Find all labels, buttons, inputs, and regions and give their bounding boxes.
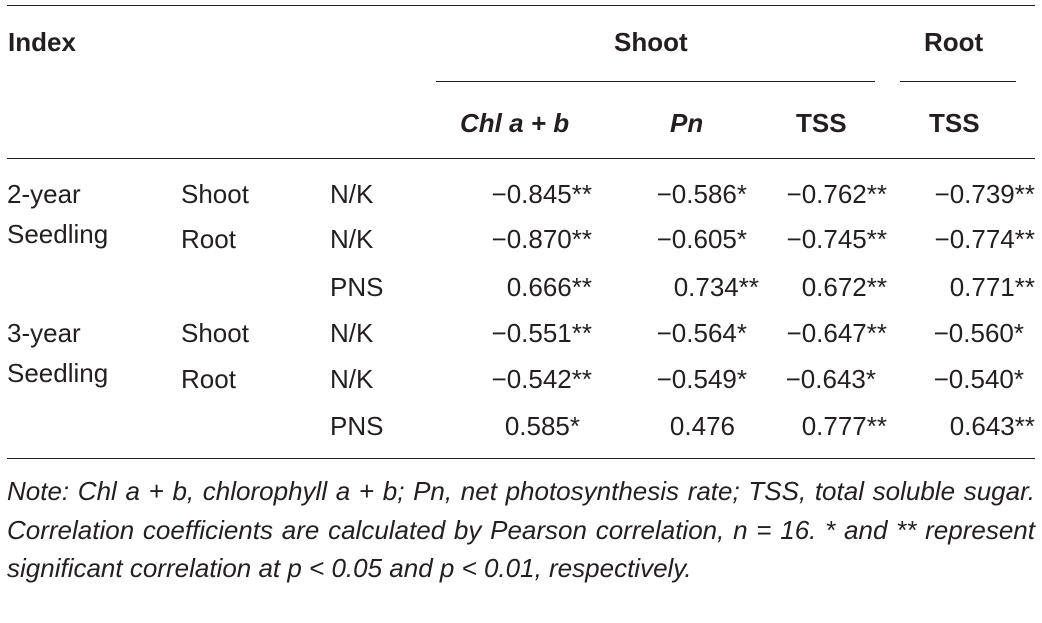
tss-shoot-cell: −0.745**: [786, 224, 887, 254]
param-cell: N/K: [330, 179, 374, 209]
tss-shoot-cell: −0.647**: [786, 318, 887, 348]
root-underline: [900, 81, 1016, 82]
header-chl: Chl a + b: [460, 108, 570, 138]
top-rule: [7, 5, 1035, 6]
group-label: 3-year: [7, 318, 81, 348]
param-cell: PNS: [330, 272, 384, 302]
organ-cell: Shoot: [181, 318, 249, 348]
chl-cell: −0.845**: [491, 179, 592, 209]
organ-cell: Shoot: [181, 179, 249, 209]
table-bottom-rule: [7, 458, 1035, 459]
header-root: Root: [924, 27, 984, 57]
tss-root-cell: −0.540*: [933, 364, 1024, 394]
table-footnote: Note: Chl a + b, chlorophyll a + b; Pn, net photosynthesis rate; TSS, total soluble sugar. Correlation coefficients are calculated by Pearson correlation, n = 16. * and ** represent significant correlation at p < 0.05 and p < 0.01, respectively.: [7, 476, 1035, 583]
tss-root-cell: −0.560*: [933, 318, 1024, 348]
param-cell: PNS: [330, 411, 384, 441]
param-cell: N/K: [330, 318, 374, 348]
group-label: 2-year: [7, 179, 81, 209]
tss-shoot-cell: 0.672**: [801, 272, 887, 302]
pn-cell: −0.564*: [656, 318, 747, 348]
param-cell: N/K: [330, 224, 374, 254]
group-label: Seedling: [7, 358, 109, 388]
param-cell: N/K: [330, 364, 374, 394]
group-label: Seedling: [7, 219, 109, 249]
chl-cell: −0.870**: [491, 224, 592, 254]
tss-root-cell: 0.771**: [949, 272, 1035, 302]
organ-cell: Root: [181, 364, 236, 394]
shoot-underline: [436, 81, 875, 82]
chl-cell: −0.542**: [491, 364, 592, 394]
tss-root-cell: 0.643**: [949, 411, 1035, 441]
header-pn: Pn: [670, 108, 704, 138]
pn-cell: 0.734**: [673, 272, 759, 302]
header-bottom-rule: [7, 158, 1035, 159]
pn-cell: 0.476: [669, 411, 735, 441]
organ-cell: Root: [181, 224, 236, 254]
header-index: Index: [8, 27, 76, 57]
pn-cell: −0.549*: [656, 364, 747, 394]
pn-cell: −0.586*: [656, 179, 747, 209]
chl-cell: 0.666**: [506, 272, 592, 302]
tss-root-cell: −0.739**: [934, 179, 1035, 209]
header-tss-shoot: TSS: [796, 108, 847, 138]
chl-cell: 0.585*: [504, 411, 580, 441]
header-shoot: Shoot: [614, 27, 688, 57]
tss-shoot-cell: −0.643*: [785, 364, 876, 394]
tss-shoot-cell: −0.762**: [786, 179, 887, 209]
pn-cell: −0.605*: [656, 224, 747, 254]
tss-root-cell: −0.774**: [934, 224, 1035, 254]
tss-shoot-cell: 0.777**: [801, 411, 887, 441]
chl-cell: −0.551**: [491, 318, 592, 348]
header-tss-root: TSS: [929, 108, 980, 138]
